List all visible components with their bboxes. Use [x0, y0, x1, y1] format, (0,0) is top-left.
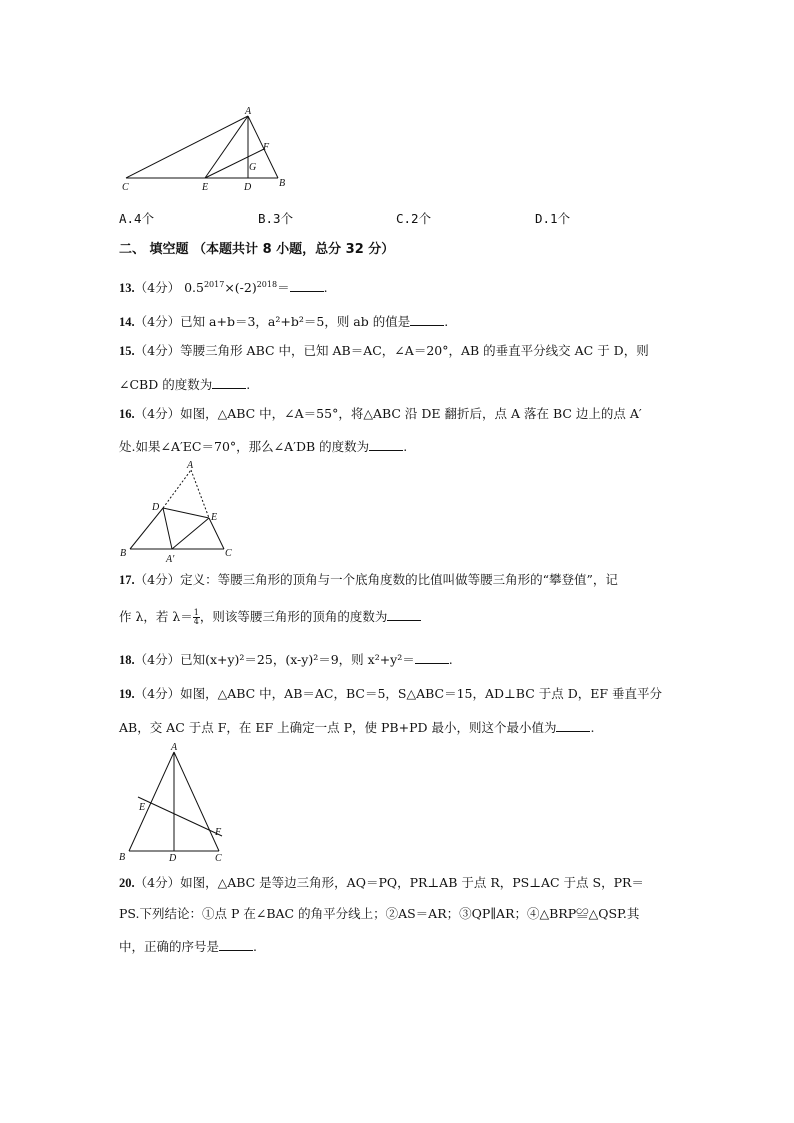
option-c: C.2个: [396, 211, 432, 226]
fig12-label-d: D: [244, 182, 252, 193]
fig16-label-d: D: [152, 502, 160, 513]
answer-blank: [410, 313, 444, 326]
fig12-label-e: E: [202, 182, 209, 193]
figure-q12: [118, 104, 298, 194]
answer-blank: [415, 651, 449, 664]
question-17-line2: 作 λ，若 λ＝ $\frac{1}{4}$ ，则该等腰三角形的顶角的度数为: [119, 608, 421, 626]
fig19-label-c: C: [215, 853, 222, 864]
question-17: 17.（4分）定义：等腰三角形的顶角与一个底角度数的比值叫做等腰三角形的“攀登值”，记: [119, 572, 618, 587]
question-15: 15.（4分）等腰三角形 ABC 中，已知 AB＝AC，∠A＝20°，AB 的垂直平分线交 AC 于 D，则: [119, 343, 649, 358]
question-14: 14.（4分）已知 a+b＝3，a²+b²＝5，则 ab 的值是 .: [119, 314, 449, 329]
question-13: 13.（4分） $0.5^{2017}\times(-2)^{2018}=$ .: [119, 280, 328, 296]
fig16-label-c: C: [225, 548, 232, 559]
fig12-label-f: F: [263, 142, 270, 153]
section-title: 二、 填空题 （本题共计 8 小题，总分 32 分）: [119, 242, 395, 257]
option-d: D.1个: [535, 211, 571, 226]
fig16-label-a: A: [187, 460, 194, 471]
answer-blank: [556, 719, 590, 732]
fig12-label-c: C: [122, 182, 129, 193]
question-20-line2: PS.下列结论：①点 P 在∠BAC 的角平分线上；②AS＝AR；③QP∥AR；④△BRP≌△QSP.其: [119, 906, 640, 921]
question-20: 20.（4分）如图，△ABC 是等边三角形，AQ＝PQ，PR⊥AB 于点 R，PS⊥AC 于点 S，PR＝: [119, 875, 644, 890]
question-15-line2: ∠CBD 的度数为 .: [119, 377, 251, 392]
fig19-label-f: F: [215, 827, 222, 838]
fig19-label-a: A: [171, 742, 178, 753]
fraction: $\frac{1}{4}$: [193, 608, 199, 626]
question-16: 16.（4分）如图，△ABC 中，∠A＝55°，将△ABC 沿 DE 翻折后，点 A 落在 BC 边上的点 A′: [119, 406, 642, 421]
fig12-label-a: A: [245, 106, 252, 117]
fig16-label-e: E: [211, 512, 218, 523]
question-19: 19.（4分）如图，△ABC 中，AB＝AC，BC＝5，S△ABC＝15，AD⊥BC 于点 D，EF 垂直平分: [119, 686, 663, 701]
fig19-label-d: D: [169, 853, 177, 864]
question-16-line2: 处.如果∠A′EC＝70°，那么∠A′DB 的度数为 .: [119, 439, 408, 454]
fig16-label-a-prime: A′: [166, 554, 175, 564]
answer-blank: [369, 438, 403, 451]
option-a: A.4个: [119, 211, 155, 226]
figure-q19: [114, 740, 234, 866]
fig19-label-b: B: [119, 852, 126, 863]
fig12-label-g: G: [249, 162, 257, 173]
option-b: B.3个: [258, 211, 294, 226]
answer-blank: [290, 279, 324, 292]
answer-blank: [387, 608, 421, 621]
figure-q16: [114, 458, 244, 564]
answer-blank: [219, 938, 253, 951]
fig16-label-b: B: [120, 548, 127, 559]
answer-blank: [212, 376, 246, 389]
question-19-line2: AB，交 AC 于点 F，在 EF 上确定一点 P，使 PB+PD 最小，则这个最小值为 .: [119, 720, 595, 735]
question-18: 18.（4分）已知(x+y)²＝25，(x-y)²＝9，则 x²+y²＝ .: [119, 652, 453, 667]
fig12-label-b: B: [279, 178, 286, 189]
fig19-label-e: E: [139, 802, 146, 813]
question-20-line3: 中，正确的序号是 .: [119, 939, 257, 954]
